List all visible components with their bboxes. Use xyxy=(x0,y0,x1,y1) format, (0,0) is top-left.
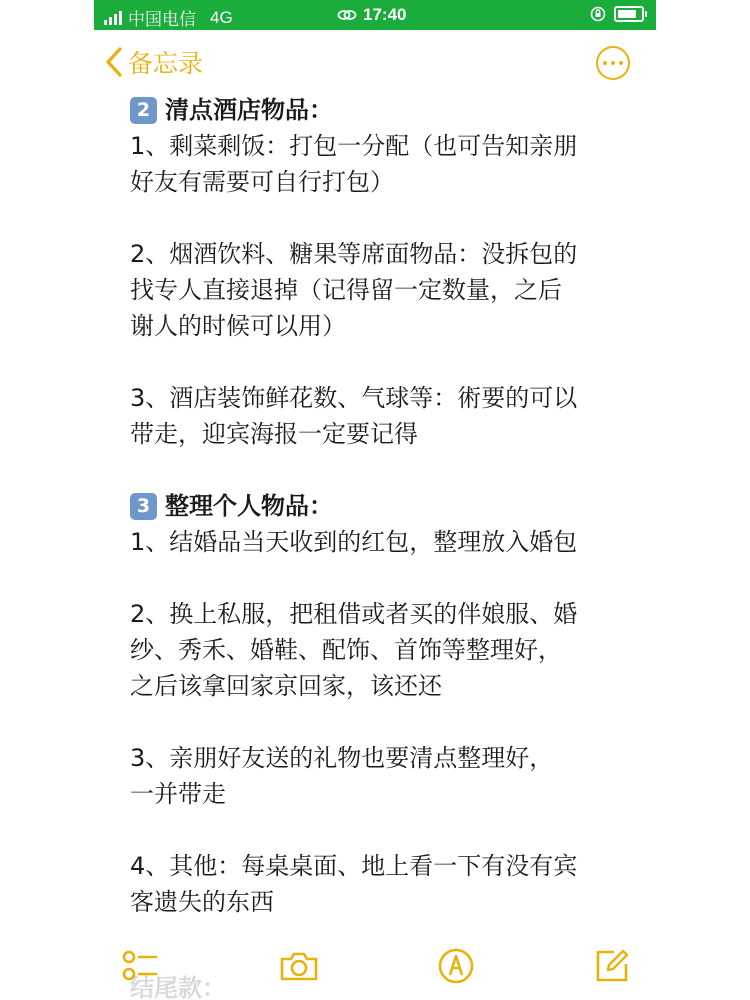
battery-icon xyxy=(614,6,644,22)
checklist-icon xyxy=(120,946,160,986)
markup-icon xyxy=(436,946,476,986)
orientation-lock-icon xyxy=(590,6,606,22)
note-line: 客遗失的东西 xyxy=(130,888,274,916)
checklist-button[interactable] xyxy=(120,946,160,990)
note-line: 1、剩菜剩饭：打包一分配（也可告知亲朋 xyxy=(130,132,578,160)
blank-line xyxy=(130,704,630,740)
blank-line xyxy=(130,560,630,596)
blank-line xyxy=(130,812,630,848)
section-title: 整理个人物品： xyxy=(165,492,333,520)
note-body[interactable] xyxy=(130,92,630,920)
camera-icon xyxy=(278,946,320,986)
dot xyxy=(619,61,623,65)
chevron-left-icon xyxy=(104,46,124,78)
keycap-number-icon: 3 xyxy=(130,493,157,520)
status-left xyxy=(104,5,233,30)
note-line: 4、其他：每桌桌面、地上看一下有没有宾 xyxy=(130,852,578,880)
dot xyxy=(603,61,607,65)
note-line: 2、换上私服，把租借或者买的伴娘服、婚 xyxy=(130,600,578,628)
note-line: 2、烟酒饮料、糖果等席面物品：没拆包的 xyxy=(130,240,578,268)
blank-line xyxy=(130,200,630,236)
keycap-number-icon: 2 xyxy=(130,97,157,124)
back-button[interactable] xyxy=(104,44,203,80)
section-title: 清点酒店物品： xyxy=(165,96,333,124)
note-line: 好友有需要可自行打包） xyxy=(130,168,394,196)
partial-next-line: 结尾款： xyxy=(130,974,226,1000)
compose-button[interactable] xyxy=(592,946,632,990)
markup-button[interactable] xyxy=(436,946,476,990)
status-right xyxy=(590,6,644,22)
dot xyxy=(611,61,615,65)
phone-screen xyxy=(94,0,656,1000)
camera-button[interactable] xyxy=(278,946,320,990)
bottom-toolbar xyxy=(94,938,656,1000)
status-bar xyxy=(94,0,656,30)
note-line: 带走，迎宾海报一定要记得 xyxy=(130,420,418,448)
note-line: 找专人直接退掉（记得留一定数量，之后 xyxy=(130,276,562,304)
link-icon xyxy=(337,9,357,21)
network-label: 4G xyxy=(210,7,233,27)
note-line: 之后该拿回家京回家，该还还 xyxy=(130,672,442,700)
note-line: 纱、秀禾、婚鞋、配饰、首饰等整理好， xyxy=(130,636,562,664)
more-options-button[interactable] xyxy=(596,46,630,80)
section-heading xyxy=(130,488,630,524)
carrier-label: 中国电信 xyxy=(128,10,196,29)
note-line: 1、结婚品当天收到的红包，整理放入婚包 xyxy=(130,528,578,556)
section-heading xyxy=(130,92,630,128)
note-line: 谢人的时候可以用） xyxy=(130,312,346,340)
note-line: 3、亲朋好友送的礼物也要清点整理好， xyxy=(130,744,554,772)
note-line: 一并带走 xyxy=(130,780,226,808)
blank-line xyxy=(130,452,630,488)
status-center xyxy=(337,5,406,25)
compose-icon xyxy=(592,946,632,986)
note-line: 3、酒店装饰鲜花数、气球等：術要的可以 xyxy=(130,384,578,412)
blank-line xyxy=(130,344,630,380)
nav-bar xyxy=(94,30,656,96)
clock: 17:40 xyxy=(363,5,407,24)
signal-icon xyxy=(104,11,122,25)
back-label: 备忘录 xyxy=(128,49,204,78)
